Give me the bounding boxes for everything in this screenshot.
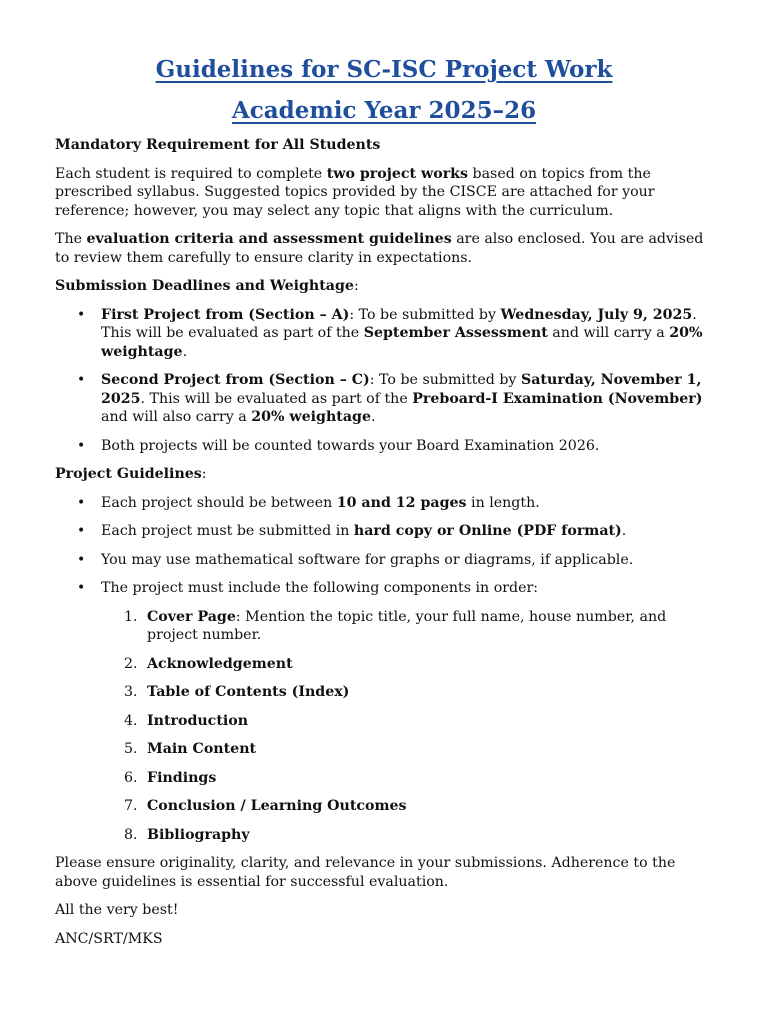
guidelines-list bbox=[55, 494, 713, 598]
list-item: • You may use mathematical software for graphs or diagrams, if applicable. bbox=[55, 551, 713, 570]
title-line-1: Guidelines for SC-ISC Project Work bbox=[155, 56, 613, 83]
signature: ANC/SRT/MKS bbox=[55, 930, 163, 947]
list-item: • Second Project from (Section – C): To be submitted by Saturday, November 1, 2025. This will be evaluated as part of the Preboard-I Examination (November) and will also carry a 20% weightage. bbox=[55, 371, 713, 427]
list-item: • The project must include the following components in order: bbox=[55, 579, 713, 598]
intro-paragraph: Each student is required to complete two project works based on topics from the prescribed syllabus. Suggested topics provided by the CISCE are attached for your reference; however, you may select any topic that aligns with the curriculum. bbox=[55, 165, 655, 219]
list-item: 6. Findings bbox=[124, 769, 217, 786]
list-item: 5. Main Content bbox=[124, 741, 257, 757]
evaluation-paragraph: The evaluation criteria and assessment guidelines are also enclosed. You are advised to review them carefully to ensure clarity in expectations. bbox=[55, 231, 704, 266]
list-item: • First Project from (Section – A): To be submitted by Wednesday, July 9, 2025. This will be evaluated as part of the September Assessment and will carry a 20% weightage. bbox=[55, 306, 713, 362]
mandatory-heading: Mandatory Requirement for All Students bbox=[55, 137, 381, 153]
list-item: • Each project must be submitted in hard copy or Online (PDF format). bbox=[55, 522, 713, 541]
title-line-2: Academic Year 2025–26 bbox=[231, 97, 537, 124]
list-item: • Each project should be between 10 and 12 pages in length. bbox=[55, 494, 713, 513]
submission-heading: Submission Deadlines and Weightage: bbox=[55, 278, 359, 294]
list-item: 4. Introduction bbox=[124, 712, 249, 729]
list-item: 3. Table of Contents (Index) bbox=[124, 684, 350, 700]
guidelines-heading: Project Guidelines: bbox=[55, 466, 207, 482]
components-list bbox=[55, 608, 713, 845]
list-item: 2. Acknowledgement bbox=[124, 655, 293, 672]
list-item: 7. Conclusion / Learning Outcomes bbox=[124, 798, 407, 814]
wishes-line: All the very best! bbox=[55, 902, 179, 918]
list-item: 1. Cover Page: Mention the topic title, your full name, house number, and project number. bbox=[124, 608, 667, 643]
list-item: • Both projects will be counted towards your Board Examination 2026. bbox=[55, 437, 713, 456]
closing-paragraph: Please ensure originality, clarity, and relevance in your submissions. Adherence to the above guidelines is essential for successful evaluation. bbox=[55, 855, 676, 890]
submission-list bbox=[55, 306, 713, 456]
list-item: 8. Bibliography bbox=[124, 826, 250, 843]
